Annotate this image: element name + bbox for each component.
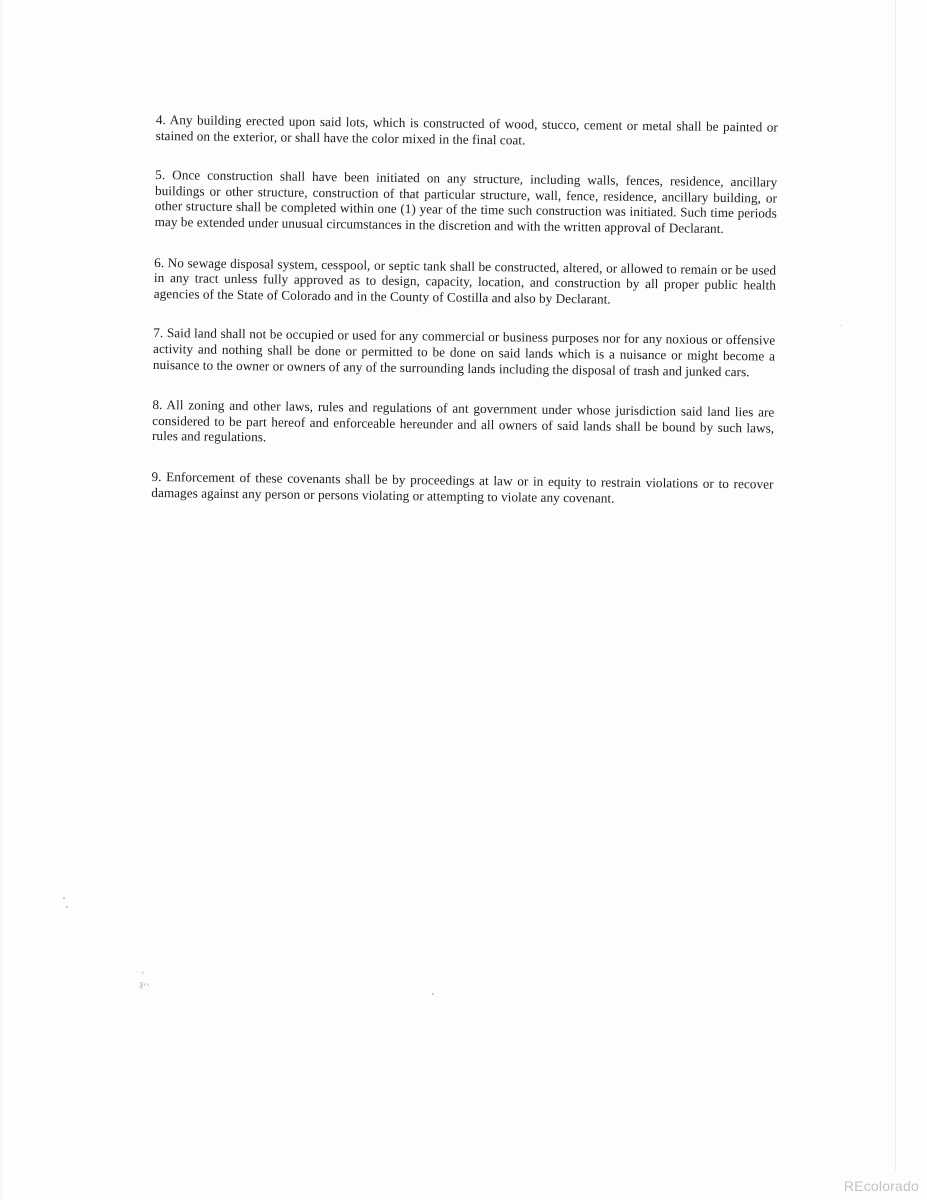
scan-speck	[63, 897, 65, 899]
covenant-paragraph-9: 9. Enforcement of these covenants shall be by proceedings at law or in equity to restrain violations or to recover damages against any person or persons violating or attempting to violate any covenant.	[151, 468, 774, 506]
scan-speck	[66, 906, 68, 908]
covenants-text-body	[151, 112, 778, 532]
watermark-label: REcolorado	[843, 1178, 919, 1194]
scan-smudge: · ‹	[136, 968, 145, 977]
scan-smudge: ƺ‹‹	[139, 980, 150, 989]
covenant-paragraph-5: 5. Once construction shall have been initiated on any structure, including walls, fences, residence, ancillary buildings or other structure, construction of that particular structure, wall, fence, residence, ancillary building, or other structure shall be completed within one (1) year of the time such construction was initiated. Such time periods may be extended under unusual circumstances in the discretion and with the written approval of Declarant.	[154, 167, 778, 236]
scan-speck	[432, 993, 434, 995]
scan-right-edge	[895, 0, 896, 1170]
scan-speck	[840, 325, 841, 326]
covenant-paragraph-8: 8. All zoning and other laws, rules and regulations of ant government under whose jurisdiction said land lies are considered to be part hereof and enforceable hereunder and all owners of said lands shall be bound by such laws, rules and regulations.	[151, 397, 775, 445]
covenant-paragraph-7: 7. Said land shall not be occupied or used for any commercial or business purposes nor for any noxious or offensive activity and nothing shall be done or permitted to be done on said lands which is a nuisance or might become a nuisance to the owner or owners of any of the surrounding lands including the disposal of trash and junked cars.	[152, 325, 776, 379]
covenant-paragraph-6: 6. No sewage disposal system, cesspool, or septic tank shall be constructed, altered, or allowed to remain or be used in any tract unless fully approved as to design, capacity, location, and construction by all proper public health agencies of the State of Colorado and in the County of Costilla and also by Declarant.	[153, 254, 777, 307]
covenant-paragraph-4: 4. Any building erected upon said lots, which is constructed of wood, stucco, cement or metal shall be painted or stained on the exterior, or shall have the color mixed in the final coat.	[155, 112, 778, 148]
scan-left-edge	[0, 0, 3, 1200]
